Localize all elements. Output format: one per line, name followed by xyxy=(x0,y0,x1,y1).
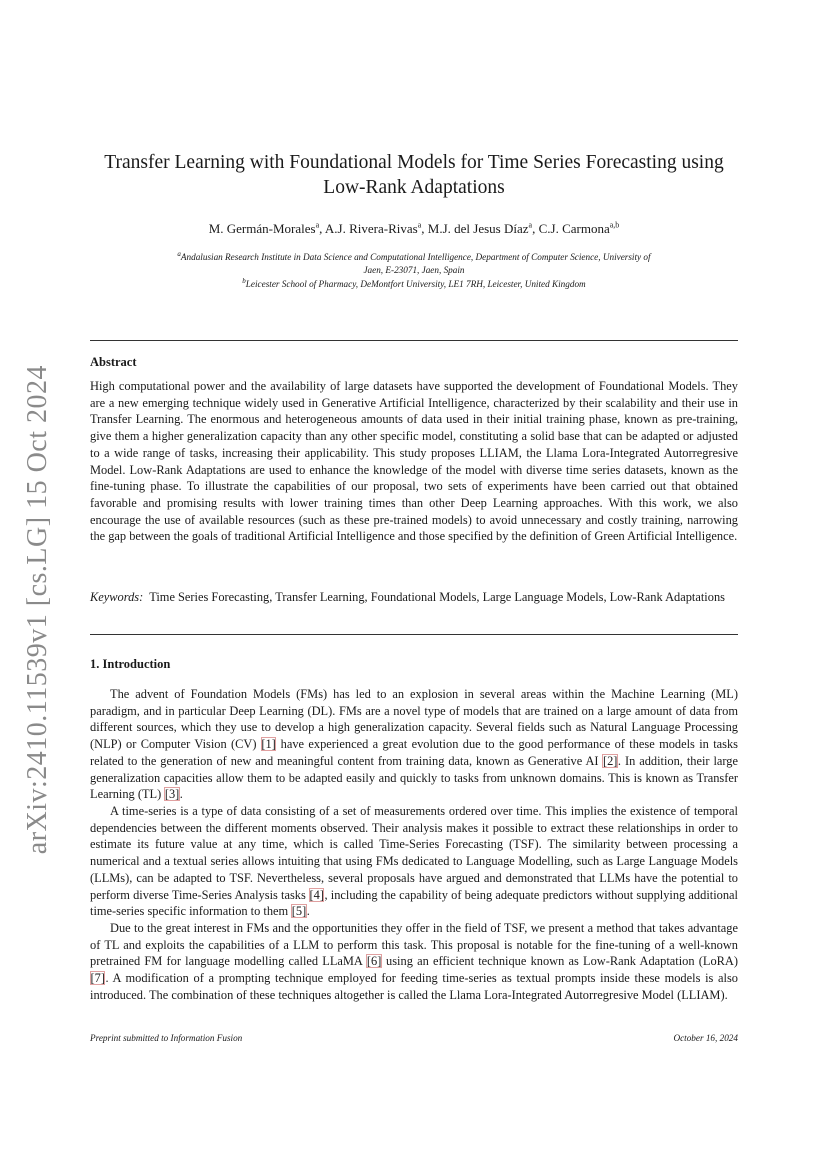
affiliation-mark: a xyxy=(177,249,181,258)
affiliation-a xyxy=(120,251,708,277)
arxiv-identifier-text: arXiv:2410.11539v1 [cs.LG] 15 Oct 2024 xyxy=(22,365,53,855)
author-affiliation-mark: a,b xyxy=(609,220,620,230)
author-name: A.J. Rivera-Rivas xyxy=(324,221,418,236)
keywords-label: Keywords: xyxy=(90,590,144,604)
author-list: M. Germán-Morales$^a$, A.J. Rivera-Rivas$^a$, M.J. del Jesus Díaz$^a$, C.J. Carmona$^{a,b}$ xyxy=(208,220,620,236)
footer-date: October 16, 2024 xyxy=(673,1033,738,1043)
author-2 xyxy=(325,221,421,236)
intro-paragraph-3: Due to the great interest in FMs and the opportunities they offer in the field of TSF, we present a method that takes advantage of TL and exploits the capabilities of a LLM to perform this task. This proposal is notable for the fine-tuning of a well-known pretrained FM for language modelling called LLaMA [6] using an efficient technique known as Low-Rank Adaptation (LoRA) [7]. A modification of a prompting technique employed for feeding time-series as textual prompts inside these models is also introduced. The combination of these techniques altogether is called the Llama Lora-Integrated Autorregresive Model (LLIAM). xyxy=(90,921,738,1002)
intro-paragraph-1: The advent of Foundation Models (FMs) has led to an explosion in several areas within the Machine Learning (ML) paradigm, and in particular Deep Learning (DL). FMs are a novel type of models that are trained on a large amount of data from different sources, which they use to develop a high generalization capacity. Several fields such as Natural Language Processing (NLP) or Computer Vision (CV) [1] have experienced a great evolution due to the good performance of these models in tasks related to the generation of new and meaningful content from training data, known as Generative AI [2]. In addition, their large generalization capacities allow them to be adapted easily and quickly to tasks from unknown domains. This is known as Transfer Learning (TL) [3]. xyxy=(90,687,738,802)
citation-link[interactable]: [5] xyxy=(291,904,307,919)
author-4 xyxy=(539,221,620,236)
keywords-text: Time Series Forecasting, Transfer Learning, Foundational Models, Large Language Models, Low-Rank Adaptations xyxy=(149,590,725,604)
title-line-2: Low-Rank Adaptations xyxy=(323,177,505,198)
author-affiliation-mark: a xyxy=(315,220,320,230)
citation-link[interactable]: [6] xyxy=(366,954,382,969)
introduction-heading: 1. Introduction xyxy=(90,657,171,671)
affiliation-mark: b xyxy=(242,276,246,285)
abstract-heading: Abstract xyxy=(90,355,137,369)
citation-link[interactable]: [2] xyxy=(602,753,618,768)
author-name: M. Germán-Morales xyxy=(208,221,316,236)
author-affiliation-mark: a xyxy=(417,220,422,230)
author-name: M.J. del Jesus Díaz xyxy=(427,221,529,236)
footer-submission-note: Preprint submitted to Information Fusion xyxy=(90,1033,243,1043)
abstract-text: High computational power and the availability of large datasets have supported the development of Foundational Models. They are a new emerging technique widely used in Generative Artificial Intelligence, characterized by their scalability and their use in Transfer Learning. The enormous and heterogeneous amounts of data used in their initial training phase, known as pre-training, give them a higher generalization capacity than any other specific model, constituting a solid base that can be adapted or adjusted to a wide range of tasks, increasing their applicability. This study proposes LLIAM, the Llama Lora-Integrated Autorregresive Model. Low-Rank Adaptations are used to enhance the knowledge of the model with diverse time series datasets, known as the fine-tuning phase. To illustrate the capabilities of our proposal, two sets of experiments have been carried out that obtained favorable and promising results with lower training times than other Deep Learning approaches. With this work, we also encourage the use of available resources (such as these pre-trained models) to avoid unnecessary and costly training, narrowing the gap between the goals of traditional Artificial Intelligence and those specified by the definition of Green Artificial Intelligence. xyxy=(90,379,738,544)
citation-link[interactable]: [4] xyxy=(309,887,324,902)
affiliation-b xyxy=(120,278,708,291)
affiliation-text: Leicester School of Pharmacy, DeMontfort University, LE1 7RH, Leicester, United Kingdom xyxy=(245,279,586,289)
author-3 xyxy=(428,221,532,236)
top-rule xyxy=(90,340,738,341)
arxiv-identifier-stamp xyxy=(16,366,60,854)
affiliation-text: Andalusian Research Institute in Data Science and Computational Intelligence, Department of Computer Science, University of xyxy=(180,252,651,262)
author-name: C.J. Carmona xyxy=(538,221,610,236)
keywords xyxy=(90,589,738,606)
bottom-rule xyxy=(90,634,738,635)
author-1 xyxy=(209,221,319,236)
citation-link[interactable]: [1] xyxy=(261,737,276,752)
paper-title xyxy=(90,150,738,200)
citation-link[interactable]: [3] xyxy=(164,787,180,802)
intro-paragraph-2: A time-series is a type of data consisting of a set of measurements ordered over time. This implies the existence of temporal dependencies between the different moments observed. Their analysis makes it possible to extract these relationships in order to estimate its future value at any time, which is called Time-Series Forecasting (TSF). The similarity between processing a numerical and a textual series allows intuiting that using FMs dedicated to Language Modelling, such as Large Language Models (LLMs), can be adapted to TSF. Nevertheless, several proposals have argued and demonstrated that LLMs have the potential to perform diverse Time-Series Analysis tasks [4], including the capability of being adequate predictors without supplying additional time-series specific information to them [5]. xyxy=(90,804,738,919)
author-affiliation-mark: a xyxy=(528,220,533,230)
title-line-1: Transfer Learning with Foundational Models for Time Series Forecasting using xyxy=(104,152,724,173)
affiliation-text: Jaen, E-23071, Jaen, Spain xyxy=(363,265,465,275)
citation-link[interactable]: [7] xyxy=(90,971,105,986)
